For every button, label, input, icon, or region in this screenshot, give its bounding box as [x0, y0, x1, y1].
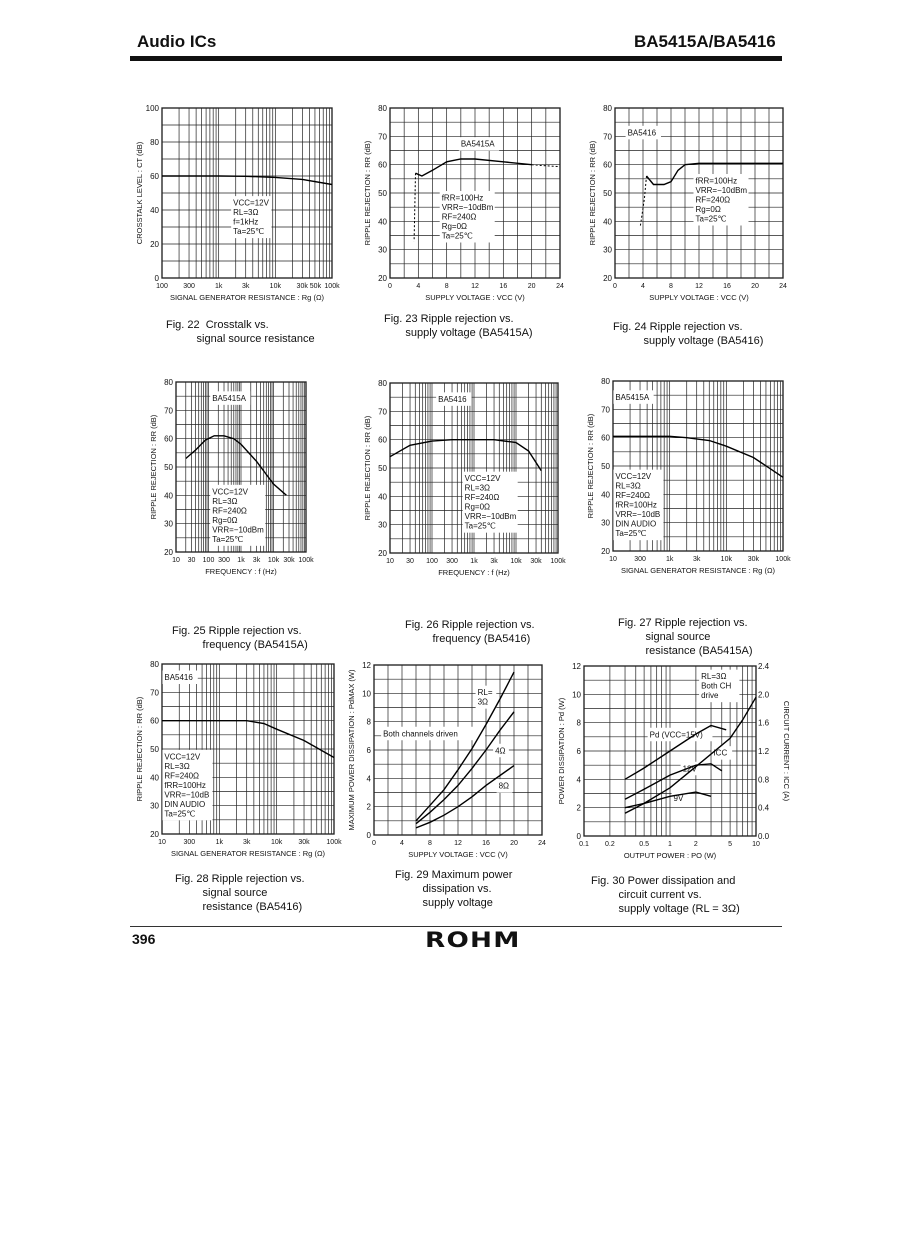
x-tick-label: 24	[779, 283, 787, 290]
y-tick-label: 2	[576, 803, 581, 813]
caption-fig26: Fig. 26 Ripple rejection vs. frequency (BA5416)	[405, 619, 535, 645]
annotation-text: Ta=25℃	[212, 534, 244, 544]
y-tick-label: 80	[164, 378, 173, 387]
x-axis-title: FREQUENCY : f (Hz)	[205, 567, 277, 576]
annotation-text: VCC=12V	[464, 474, 501, 484]
x-tick-label: 4	[400, 840, 404, 847]
x-tick-label: 300	[218, 557, 230, 564]
y-tick-label: 70	[378, 132, 387, 142]
x-tick-label: 16	[482, 840, 490, 847]
annotation-text: RF=240Ω	[212, 506, 247, 516]
caption-fig24: Fig. 24 Ripple rejection vs. supply voltage (BA5416)	[613, 321, 764, 347]
y-tick-label: 0	[154, 274, 159, 283]
y-tick-label: 60	[164, 434, 173, 444]
x-tick-label: 20	[510, 840, 518, 847]
annotation-text: VRR=−10dBm	[695, 186, 748, 195]
y-tick-label: 10	[572, 690, 581, 700]
annotation-text: RL=3Ω	[233, 208, 259, 218]
y-tick-label: 70	[603, 132, 612, 142]
caption-fig28: Fig. 28 Ripple rejection vs. signal source resistance (BA5416)	[175, 873, 305, 913]
y-tick-label: 60	[378, 435, 387, 445]
y-tick-label: 6	[576, 747, 581, 756]
annotation-text: fRR=100Hz	[615, 500, 657, 510]
caption-fig30: Fig. 30 Power dissipation and circuit current vs. supply voltage (RL = 3Ω)	[591, 875, 740, 915]
annotation-text: RF=240Ω	[615, 491, 651, 501]
x-tick-label: 8	[428, 840, 432, 847]
y-tick-label: 80	[150, 138, 159, 147]
x-tick-label: 1k	[214, 283, 223, 290]
x-tick-label: 10k	[720, 556, 732, 563]
x-tick-label: 4	[416, 283, 421, 290]
y-tick-label: 2	[366, 802, 371, 812]
annotation-text: ICC	[713, 748, 728, 758]
y-axis-title: RIPPLE REJECTION : RR (dB)	[363, 140, 372, 246]
caption-fig23: Fig. 23 Ripple rejection vs. supply voltage (BA5415A)	[384, 313, 533, 339]
x-tick-label: 30k	[747, 556, 760, 563]
y-tick-label: 12	[572, 662, 581, 671]
annotation-text: fRR=100Hz	[164, 780, 206, 790]
chart-fig30	[557, 662, 791, 860]
x-tick-label: 100k	[326, 839, 342, 846]
annotation-text: Both channels driven	[383, 729, 458, 739]
x-tick-label: 20	[527, 283, 536, 290]
chart-fig26	[363, 379, 566, 577]
x-tick-label: 24	[556, 283, 564, 290]
x-tick-label: 10	[386, 558, 394, 565]
x-tick-label: 0	[388, 283, 392, 290]
annotation-text: Pd (VCC=15V)	[649, 730, 703, 740]
y-tick-label: 100	[145, 104, 159, 113]
y-tick-label: 0	[366, 831, 371, 840]
annotation-text: RL=3Ω	[615, 481, 641, 491]
annotation-text: VRR=−10dB	[615, 510, 661, 520]
y-tick-label: 40	[150, 206, 159, 215]
x-tick-label: 10	[752, 841, 760, 848]
x-tick-label: 100k	[298, 557, 314, 564]
annotation-text: f=1kHz	[233, 217, 259, 227]
x-tick-label: 4	[641, 283, 645, 290]
annotation-text: 9V	[673, 794, 684, 803]
x-tick-label: 100	[202, 557, 215, 564]
y-right-tick-label: 0.4	[758, 803, 770, 813]
annotation-text: VCC=12V	[164, 752, 201, 762]
annotation-text: DIN AUDIO	[164, 799, 206, 809]
annotation-text: RL=	[477, 688, 493, 698]
y-tick-label: 50	[603, 189, 612, 198]
x-tick-label: 30k	[530, 558, 542, 565]
y-tick-label: 50	[378, 464, 387, 473]
x-tick-label: 30	[187, 557, 196, 564]
x-tick-label: 300	[634, 556, 646, 563]
annotation-text: VRR=−10dBm	[441, 203, 494, 212]
y-tick-label: 80	[603, 104, 612, 113]
annotation-text: RF=240Ω	[695, 195, 731, 205]
annotation-text: drive	[701, 691, 719, 701]
x-tick-label: 1k	[665, 556, 674, 563]
annotation-text: RL=3Ω	[164, 761, 190, 771]
annotation-text: fRR=100Hz	[695, 176, 738, 186]
chart-fig27	[586, 377, 791, 575]
x-tick-label: 12	[454, 840, 462, 847]
chart-fig29	[347, 661, 546, 859]
y-axis-title: RIPPLE REJECTION : RR (dB)	[149, 414, 158, 520]
x-tick-label: 16	[723, 283, 731, 290]
y-tick-label: 50	[150, 745, 159, 754]
y-tick-label: 20	[603, 274, 612, 283]
x-tick-label: 0	[372, 840, 376, 847]
chart-fig22	[135, 104, 340, 302]
x-tick-label: 100k	[775, 556, 791, 563]
x-tick-label: 10	[158, 839, 166, 846]
y-tick-label: 20	[164, 548, 173, 557]
annotation-text: VCC=12V	[233, 198, 269, 208]
annotation-text: 4Ω	[495, 746, 506, 756]
x-tick-label: 3k	[242, 839, 251, 846]
series-line	[416, 766, 514, 828]
y-axis-title: RIPPLE REJECTION : RR (dB)	[586, 413, 595, 519]
annotation-text: RF=240Ω	[441, 212, 477, 222]
x-axis-title: FREQUENCY : f (Hz)	[438, 568, 510, 577]
x-tick-label: 8	[444, 283, 449, 290]
x-tick-label: 300	[183, 283, 195, 290]
annotation-text: DIN AUDIO	[615, 519, 657, 529]
x-tick-label: 3k	[242, 283, 250, 290]
x-tick-label: 30k	[283, 557, 295, 564]
y-right-tick-label: 1.6	[758, 718, 770, 728]
x-tick-label: 10k	[267, 557, 280, 564]
y-tick-label: 70	[601, 405, 610, 415]
y-tick-label: 4	[576, 775, 581, 785]
y-right-tick-label: 1.2	[758, 747, 770, 756]
chart-fig25	[149, 378, 314, 576]
x-tick-label: 0.5	[639, 841, 649, 848]
y-tick-label: 30	[601, 518, 610, 528]
annotation-text: Both CH	[701, 681, 732, 691]
y-axis-title: RIPPLE REJECTION : RR (dB)	[135, 696, 144, 802]
annotation-text: Ta=25℃	[233, 227, 265, 237]
y-tick-label: 40	[601, 490, 610, 500]
annotation-text: 12V	[682, 764, 697, 774]
x-axis-title: SIGNAL GENERATOR RESISTANCE : Rg (Ω)	[620, 566, 776, 575]
x-tick-label: 30	[406, 558, 414, 565]
y-tick-label: 30	[378, 520, 387, 530]
x-tick-label: 1k	[215, 839, 224, 846]
annotation-text: RL=3Ω	[212, 496, 238, 506]
header-part-number: BA5415A/BA5416	[634, 32, 776, 51]
y-tick-label: 40	[164, 491, 173, 501]
annotation-text: VCC=12V	[212, 487, 249, 497]
y-tick-label: 80	[601, 377, 610, 386]
x-tick-label: 100	[426, 558, 438, 565]
annotation-text: VRR=−10dB	[164, 790, 210, 800]
x-tick-label: 100	[156, 283, 168, 290]
annotation-text: BA5415A	[460, 139, 495, 149]
x-tick-label: 1k	[470, 558, 478, 565]
x-tick-label: 5	[728, 841, 733, 848]
x-tick-label: 12	[695, 283, 703, 290]
y-tick-label: 30	[378, 245, 387, 255]
y-tick-label: 40	[603, 217, 612, 227]
y-right-tick-label: 2.4	[758, 662, 770, 671]
annotation-text: Ta=25℃	[464, 521, 496, 531]
annotation-text: Rg=0Ω	[464, 502, 491, 512]
annotation-text: BA5415A	[212, 393, 247, 403]
chart-fig24	[588, 104, 787, 302]
x-tick-label: 100k	[550, 558, 566, 565]
caption-fig27: Fig. 27 Ripple rejection vs. signal source resistance (BA5415A)	[618, 617, 753, 657]
annotation-text: RF=240Ω	[164, 771, 200, 781]
annotation-text: VRR=−10dBm	[464, 512, 517, 522]
caption-fig22: Fig. 22 Crosstalk vs. signal source resistance	[166, 319, 315, 345]
annotation-text: RF=240Ω	[464, 493, 500, 503]
x-tick-label: 3k	[252, 557, 261, 564]
series-line	[416, 159, 532, 176]
x-axis-title: SIGNAL GENERATOR RESISTANCE : Rg (Ω)	[169, 293, 325, 302]
y-tick-label: 60	[150, 172, 159, 181]
y-tick-label: 0	[576, 832, 581, 841]
y-tick-label: 60	[603, 160, 612, 170]
y-tick-label: 50	[164, 463, 173, 472]
y-tick-label: 20	[601, 547, 610, 556]
series-line	[625, 697, 756, 813]
annotation-text: VRR=−10dBm	[212, 525, 264, 535]
x-tick-label: 3k	[693, 556, 701, 563]
y-tick-label: 20	[378, 274, 387, 283]
y-tick-label: 70	[164, 406, 173, 416]
x-axis-title: SUPPLY VOLTAGE : VCC (V)	[649, 293, 749, 302]
x-tick-label: 30k	[298, 839, 310, 846]
x-tick-label: 2	[693, 841, 698, 848]
y-right-tick-label: 0.0	[758, 832, 770, 841]
y-tick-label: 8	[366, 717, 371, 727]
annotation-text: Rg=0Ω	[212, 515, 238, 525]
caption-fig29: Fig. 29 Maximum power dissipation vs. supply voltage	[395, 869, 513, 909]
x-tick-label: 0.2	[605, 841, 615, 848]
y-tick-label: 4	[366, 774, 371, 784]
x-tick-label: 0	[613, 283, 617, 290]
x-tick-label: 3k	[490, 558, 498, 565]
y-axis-title: MAXIMUM POWER DISSIPATION : PdMAX (W)	[347, 669, 356, 831]
page-number: 396	[132, 931, 156, 947]
y-tick-label: 80	[378, 104, 387, 113]
annotation-text: RL=3Ω	[464, 483, 491, 493]
y-tick-label: 30	[164, 519, 173, 529]
y-tick-label: 20	[378, 549, 387, 558]
annotation-text: BA5416	[627, 128, 657, 138]
y-tick-label: 70	[150, 688, 159, 698]
x-axis-title: SUPPLY VOLTAGE : VCC (V)	[425, 293, 525, 302]
header-section-title: Audio ICs	[137, 32, 217, 51]
y-tick-label: 20	[150, 830, 159, 839]
y-tick-label: 80	[150, 660, 159, 669]
chart-fig28	[135, 660, 342, 858]
y-right-tick-label: 2.0	[758, 690, 770, 700]
y-tick-label: 20	[150, 240, 159, 249]
y-right-tick-label: 0.8	[758, 775, 770, 785]
y-axis-title: RIPPLE REJECTION : RR (dB)	[363, 415, 372, 521]
y-axis-title: RIPPLE REJECTION : RR (dB)	[588, 140, 597, 246]
annotation-text: 8Ω	[498, 781, 510, 791]
x-tick-label: 8	[669, 283, 673, 290]
caption-fig25: Fig. 25 Ripple rejection vs. frequency (BA5415A)	[172, 625, 308, 651]
y-tick-label: 6	[366, 746, 371, 755]
x-tick-label: 300	[183, 839, 196, 846]
x-tick-label: 10k	[269, 283, 281, 290]
annotation-text: Ta=25℃	[164, 809, 196, 819]
annotation-text: VCC=12V	[615, 472, 652, 482]
y-tick-label: 70	[378, 407, 387, 417]
y-right-axis-title: CIRCUIT CURRENT : ICC (A)	[782, 700, 791, 802]
x-tick-label: 10k	[271, 839, 283, 846]
series-line	[162, 176, 332, 185]
chart-fig23	[363, 104, 564, 302]
y-tick-label: 60	[150, 716, 159, 726]
y-tick-label: 8	[576, 718, 581, 728]
x-tick-label: 24	[538, 840, 546, 847]
y-tick-label: 40	[150, 773, 159, 783]
x-tick-label: 10	[172, 557, 180, 564]
y-tick-label: 50	[601, 462, 610, 471]
annotation-text: RL=3Ω	[701, 672, 727, 682]
y-axis-title: POWER DISSIPATION : Pd (W)	[557, 697, 566, 805]
series-line	[625, 792, 711, 808]
y-tick-label: 40	[378, 492, 387, 502]
y-tick-label: 50	[378, 189, 387, 198]
y-tick-label: 30	[603, 245, 612, 255]
x-tick-label: 16	[499, 283, 508, 290]
brand-logo: ROHM	[425, 928, 521, 952]
annotation-text: Ta=25℃	[695, 214, 727, 224]
annotation-text: fRR=100Hz	[441, 193, 484, 203]
annotation-text: BA5415A	[615, 392, 650, 402]
annotation-text: Rg=0Ω	[695, 205, 721, 214]
x-tick-label: 1	[668, 841, 672, 848]
annotation-text: Rg=0Ω	[441, 222, 468, 231]
x-axis-title: SIGNAL GENERATOR RESISTANCE : Rg (Ω)	[170, 849, 326, 858]
annotation-text: Ta=25℃	[441, 231, 473, 241]
y-tick-label: 80	[378, 379, 387, 388]
x-tick-label: 20	[751, 283, 759, 290]
y-tick-label: 60	[601, 433, 610, 443]
annotation-text: BA5416	[164, 673, 193, 682]
x-tick-label: 12	[471, 283, 479, 290]
series-line	[390, 440, 541, 471]
x-tick-label: 1k	[237, 557, 245, 564]
x-tick-label: 0.1	[579, 841, 589, 848]
x-tick-label: 10	[609, 556, 617, 563]
annotation-text: 3Ω	[477, 697, 489, 707]
x-tick-label: 100k	[324, 283, 340, 290]
y-tick-label: 60	[378, 160, 387, 170]
x-tick-label: 30k 50k	[296, 283, 322, 290]
x-axis-title: SUPPLY VOLTAGE : VCC (V)	[408, 850, 508, 859]
x-tick-label: 300	[446, 558, 458, 565]
x-tick-label: 10k	[510, 558, 522, 565]
annotation-text: BA5416	[438, 394, 467, 404]
y-tick-label: 10	[362, 689, 371, 699]
y-tick-label: 12	[362, 661, 371, 670]
y-axis-title: CROSSTALK LEVEL : CT (dB)	[135, 141, 144, 245]
y-tick-label: 40	[378, 217, 387, 227]
y-tick-label: 30	[150, 801, 159, 811]
footer-rule	[130, 926, 782, 927]
annotation-text: Ta=25℃	[615, 529, 647, 539]
x-axis-title: OUTPUT POWER : PO (W)	[623, 851, 717, 860]
